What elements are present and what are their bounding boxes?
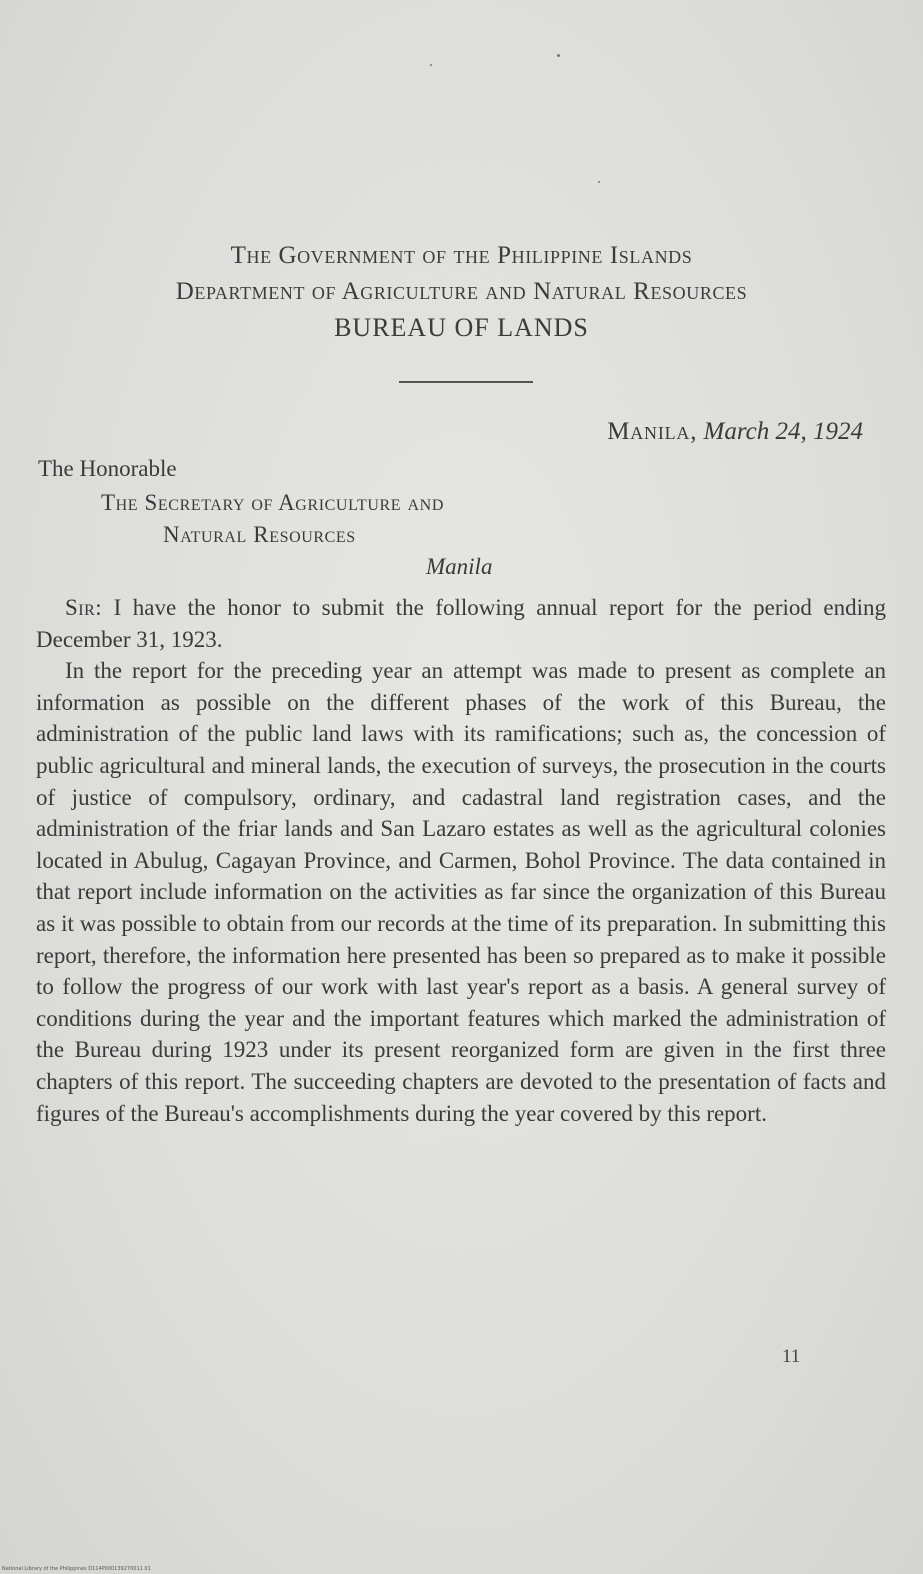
letterhead-government: The Government of the Philippine Islands [230,242,693,269]
paragraph-opening-text: I have the honor to submit the following annual report for the period ending December 31, 1923. [36,595,886,652]
print-speck [430,64,432,66]
addressee-title-continued: Natural Resources [163,522,356,547]
paragraph-main: In the report for the preceding year an attempt was made to present as complete an information as possible on the different phases of the work of this Bureau, the administration of the public land laws with its ramifications; such as, the concession of public agricultural and mineral lands, the execution of surveys, the prosecution in the courts of justice of compulsory, ordinary, and cadastral land registration cases, and the administration of the friar lands and San Lazaro estates as well as the agricultural colonies located in Abulug, Cagayan Province, and Carmen, Bohol Province. The data contained in that report include information on the activities as far since the organization of this Bureau as it was possible to obtain from our records at the time of its preparation. In submitting this report, therefore, the information here presented has been so prepared as to make it possible to follow the progress of our work with last year's report as a basis. A general survey of conditions during the year and the important features which marked the administration of the Bureau during 1923 under its present reorganized form are given in the first three chapters of this report. The succeeding chapters are devoted to the presentation of facts and figures of the Bureau's accomplishments during the year covered by this report. [36,658,886,1126]
letterhead-department: Department of Agriculture and Natural Resources [175,278,748,305]
addressee-city: Manila [426,554,493,579]
dateline [607,418,863,446]
addressee-title: The Secretary of Agriculture and [101,490,444,515]
print-speck [598,181,600,183]
dateline-date: March 24, 1924 [703,418,863,445]
header-divider [399,381,533,383]
page-number: 11 [782,1346,801,1367]
dateline-place: Manila, [607,418,698,445]
paragraph-opening [36,592,886,655]
addressee-honorific: The Honorable [38,456,177,481]
archive-footer: National Library of the Philippines D114P000139270011 01 [2,1566,151,1572]
letter-body [36,592,886,1129]
salutation: Sir: [65,595,103,620]
letterhead-bureau: BUREAU OF LANDS [334,313,589,342]
print-speck [557,54,560,57]
